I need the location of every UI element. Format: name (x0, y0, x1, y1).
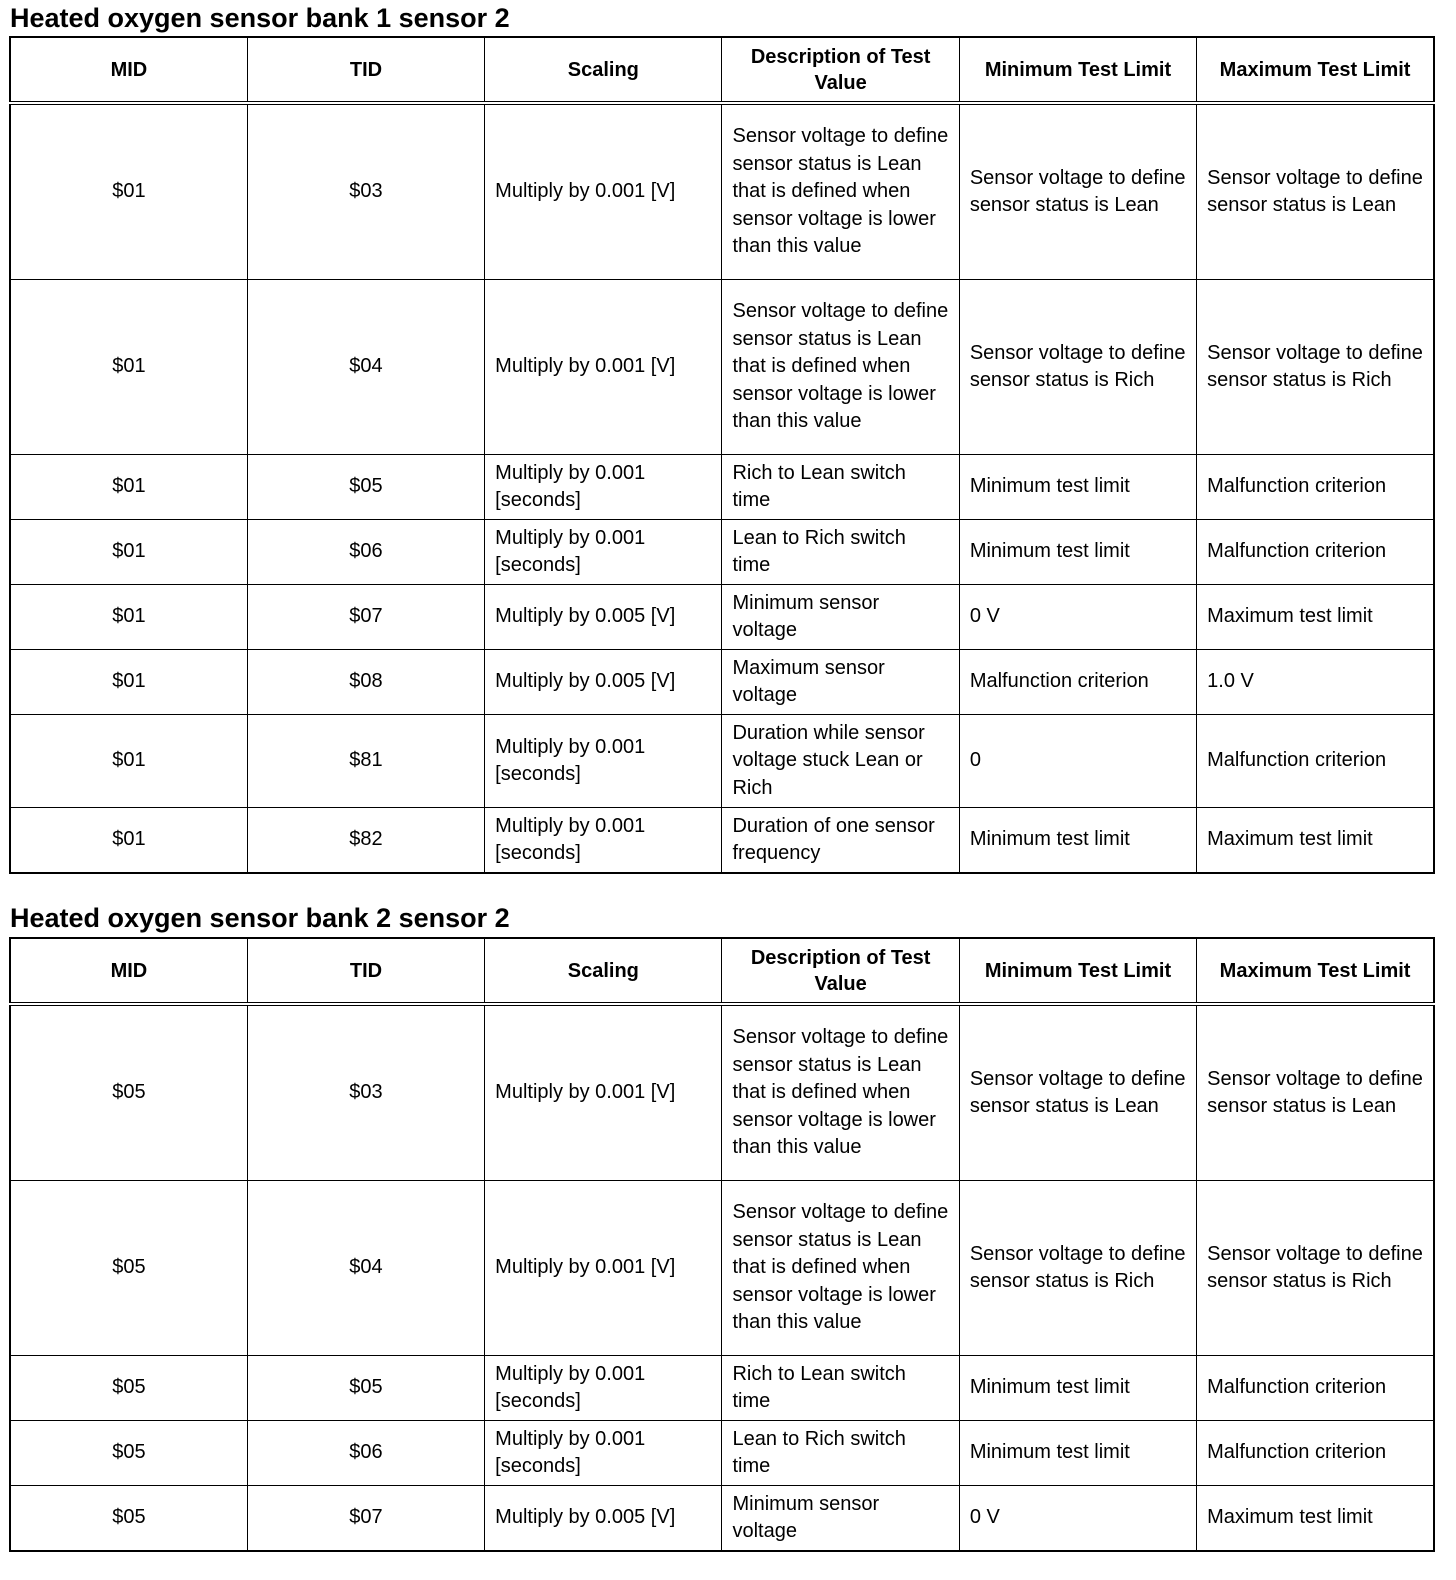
cell-scaling: Multiply by 0.001 [seconds] (485, 1356, 722, 1421)
cell-description: Lean to Rich switch time (722, 520, 959, 585)
cell-min-limit: Sensor voltage to define sensor status is Lean (959, 103, 1196, 280)
cell-min-limit: 0 V (959, 1486, 1196, 1552)
cell-description: Sensor voltage to define sensor status is Lean that is defined when sensor voltage is lower than this value (722, 1181, 959, 1356)
cell-description: Maximum sensor voltage (722, 650, 959, 715)
header-description: Description of Test Value (722, 37, 959, 103)
cell-max-limit: Malfunction criterion (1197, 1356, 1434, 1421)
table-row (10, 585, 1434, 650)
cell-mid: $05 (10, 1181, 247, 1356)
cell-max-limit: Maximum test limit (1197, 585, 1434, 650)
cell-mid: $01 (10, 280, 247, 455)
table-row (10, 455, 1434, 520)
header-scaling: Scaling (485, 938, 722, 1004)
cell-max-limit: Sensor voltage to define sensor status is Lean (1197, 1004, 1434, 1181)
header-scaling: Scaling (485, 37, 722, 103)
cell-tid: $05 (247, 455, 484, 520)
cell-description: Sensor voltage to define sensor status is Lean that is defined when sensor voltage is lower than this value (722, 280, 959, 455)
table-header-row (10, 37, 1434, 103)
header-tid: TID (247, 938, 484, 1004)
cell-scaling: Multiply by 0.001 [seconds] (485, 455, 722, 520)
header-min-limit: Minimum Test Limit (959, 938, 1196, 1004)
cell-max-limit: Maximum test limit (1197, 808, 1434, 874)
cell-scaling: Multiply by 0.005 [V] (485, 650, 722, 715)
table-row (10, 1421, 1434, 1486)
cell-description: Duration of one sensor frequency (722, 808, 959, 874)
cell-scaling: Multiply by 0.001 [V] (485, 1004, 722, 1181)
cell-min-limit: Sensor voltage to define sensor status is Rich (959, 1181, 1196, 1356)
cell-min-limit: Minimum test limit (959, 455, 1196, 520)
table-row (10, 103, 1434, 280)
cell-max-limit: Sensor voltage to define sensor status is Rich (1197, 280, 1434, 455)
table-row (10, 1004, 1434, 1181)
cell-scaling: Multiply by 0.001 [seconds] (485, 1421, 722, 1486)
cell-scaling: Multiply by 0.001 [seconds] (485, 520, 722, 585)
cell-tid: $07 (247, 585, 484, 650)
header-tid: TID (247, 37, 484, 103)
cell-tid: $04 (247, 1181, 484, 1356)
cell-min-limit: Minimum test limit (959, 1356, 1196, 1421)
cell-min-limit: Minimum test limit (959, 520, 1196, 585)
cell-scaling: Multiply by 0.005 [V] (485, 1486, 722, 1552)
header-min-limit: Minimum Test Limit (959, 37, 1196, 103)
cell-mid: $01 (10, 520, 247, 585)
header-max-limit: Maximum Test Limit (1197, 938, 1434, 1004)
cell-mid: $05 (10, 1004, 247, 1181)
cell-min-limit: Sensor voltage to define sensor status is Lean (959, 1004, 1196, 1181)
header-description: Description of Test Value (722, 938, 959, 1004)
cell-description: Rich to Lean switch time (722, 455, 959, 520)
cell-mid: $01 (10, 103, 247, 280)
cell-tid: $07 (247, 1486, 484, 1552)
section-title: Heated oxygen sensor bank 2 sensor 2 (10, 903, 510, 933)
cell-mid: $01 (10, 585, 247, 650)
cell-mid: $01 (10, 455, 247, 520)
cell-tid: $06 (247, 1421, 484, 1486)
cell-scaling: Multiply by 0.001 [V] (485, 280, 722, 455)
header-mid: MID (10, 37, 247, 103)
cell-max-limit: Sensor voltage to define sensor status is Rich (1197, 1181, 1434, 1356)
table-row (10, 715, 1434, 808)
cell-description: Rich to Lean switch time (722, 1356, 959, 1421)
cell-max-limit: Sensor voltage to define sensor status is Lean (1197, 103, 1434, 280)
cell-max-limit: Maximum test limit (1197, 1486, 1434, 1552)
cell-scaling: Multiply by 0.001 [V] (485, 103, 722, 280)
cell-scaling: Multiply by 0.005 [V] (485, 585, 722, 650)
cell-min-limit: Sensor voltage to define sensor status is Rich (959, 280, 1196, 455)
cell-min-limit: 0 (959, 715, 1196, 808)
header-mid: MID (10, 938, 247, 1004)
cell-min-limit: Minimum test limit (959, 1421, 1196, 1486)
table-row (10, 650, 1434, 715)
cell-description: Sensor voltage to define sensor status is Lean that is defined when sensor voltage is lower than this value (722, 1004, 959, 1181)
cell-tid: $03 (247, 103, 484, 280)
cell-scaling: Multiply by 0.001 [seconds] (485, 808, 722, 874)
cell-mid: $05 (10, 1486, 247, 1552)
table-row (10, 1356, 1434, 1421)
cell-max-limit: Malfunction criterion (1197, 715, 1434, 808)
cell-max-limit: Malfunction criterion (1197, 455, 1434, 520)
cell-max-limit: Malfunction criterion (1197, 520, 1434, 585)
table-row (10, 1181, 1434, 1356)
cell-tid: $05 (247, 1356, 484, 1421)
cell-description: Minimum sensor voltage (722, 585, 959, 650)
cell-tid: $04 (247, 280, 484, 455)
table-row (10, 808, 1434, 874)
cell-tid: $08 (247, 650, 484, 715)
table-header-row (10, 938, 1434, 1004)
cell-tid: $03 (247, 1004, 484, 1181)
cell-min-limit: 0 V (959, 585, 1196, 650)
cell-description: Duration while sensor voltage stuck Lean or Rich (722, 715, 959, 808)
cell-mid: $05 (10, 1421, 247, 1486)
cell-tid: $06 (247, 520, 484, 585)
test-value-table (9, 937, 1435, 1552)
section-title: Heated oxygen sensor bank 1 sensor 2 (10, 3, 510, 33)
test-value-table (9, 36, 1435, 874)
cell-scaling: Multiply by 0.001 [V] (485, 1181, 722, 1356)
cell-description: Sensor voltage to define sensor status is Lean that is defined when sensor voltage is lower than this value (722, 103, 959, 280)
cell-mid: $01 (10, 808, 247, 874)
cell-scaling: Multiply by 0.001 [seconds] (485, 715, 722, 808)
header-max-limit: Maximum Test Limit (1197, 37, 1434, 103)
cell-min-limit: Minimum test limit (959, 808, 1196, 874)
cell-mid: $01 (10, 650, 247, 715)
table-row (10, 520, 1434, 585)
cell-mid: $05 (10, 1356, 247, 1421)
cell-max-limit: 1.0 V (1197, 650, 1434, 715)
cell-max-limit: Malfunction criterion (1197, 1421, 1434, 1486)
cell-description: Lean to Rich switch time (722, 1421, 959, 1486)
cell-description: Minimum sensor voltage (722, 1486, 959, 1552)
cell-mid: $01 (10, 715, 247, 808)
cell-min-limit: Malfunction criterion (959, 650, 1196, 715)
cell-tid: $81 (247, 715, 484, 808)
cell-tid: $82 (247, 808, 484, 874)
table-row (10, 280, 1434, 455)
table-row (10, 1486, 1434, 1552)
